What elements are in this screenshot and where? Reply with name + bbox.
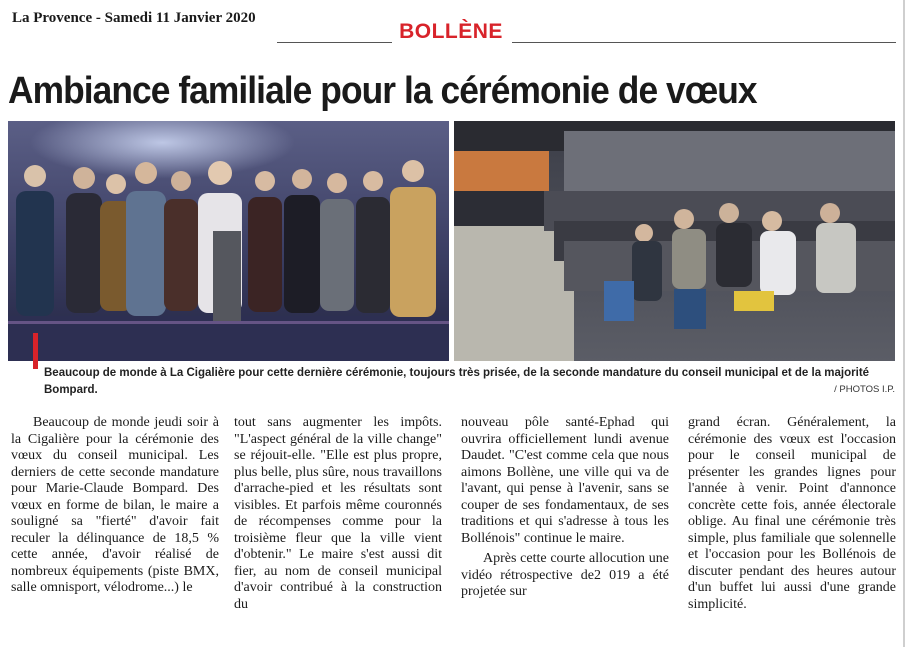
paragraph: nouveau pôle santé-Ephad qui ouvrira officiellement lundi avenue Daudet. "C'est comme cela que nous aimons Bollène, une ville qui va de l'avant, qui pense à l'avenir, sans se couper de ses fondamentaux, de ses traditions et qui s'adresse à tous les Bollénois" continue le maire. [461,415,669,546]
header-rule-left [277,42,392,43]
paragraph: Après cette courte allocution une vidéo rétrospective de2 019 a été projetée sur [461,551,669,599]
paragraph: grand écran. Généralement, la cérémonie des vœux est l'occasion pour le conseil municipal de présenter les grandes lignes pour l'année à venir. Point d'annonce concrète cette fois, année électorale oblige. Au final une cérémonie très simple, plus familiale que solennelle et l'occasion pour les Bollénois de discuter pendant des heures autour d'un buffet lui aussi d'une grande simplicité. [688,415,896,612]
article-column-1 [11,415,219,601]
photo-credit: / PHOTOS I.P. [834,384,895,395]
header-rule-right [512,42,896,43]
audience-photo [454,121,895,361]
article-column-4 [688,415,896,617]
page-edge [903,0,905,647]
article-column-2 [234,415,442,617]
paragraph: tout sans augmenter les impôts. "L'aspect général de la ville change" se réjouit-elle. "Elle est plus propre, plus belle, plus sûre, nous travaillons d'arrache-pied et les résultats sont visibles. Et parfois même couronnés de récompenses comme pour la troisième fleur que la ville vient d'obtenir." Le maire s'est aussi dit fier, au nom de conseil municipal d'avoir contribué à la construction du [234,415,442,612]
paragraph: Beaucoup de monde jeudi soir à la Cigalière pour la cérémonie des vœux du conseil municipal. Les derniers de cette seconde mandature pour Marie-Claude Bompard. Des vœux en forme de bilan, le maire a souligné sa "fierté" d'avoir fait reculer la délinquance de 18,5 % cette année, d'avoir réalisé de nombreux équipements (piste BMX, salle omnisport, vélodrome...) le [11,415,219,595]
stage-group-photo [8,121,449,361]
photo-caption: Beaucoup de monde à La Cigalière pour cette dernière cérémonie, toujours très prisée, de la seconde mandature du conseil municipal et de la majorité Bompard. [44,367,870,396]
caption-accent-bar [33,333,38,369]
section-title: BOLLÈNE [399,20,503,43]
publication-dateline: La Provence - Samedi 11 Janvier 2020 [12,10,256,26]
article-column-3 [461,415,669,605]
article-headline: Ambiance familiale pour la cérémonie de vœux [8,70,757,112]
